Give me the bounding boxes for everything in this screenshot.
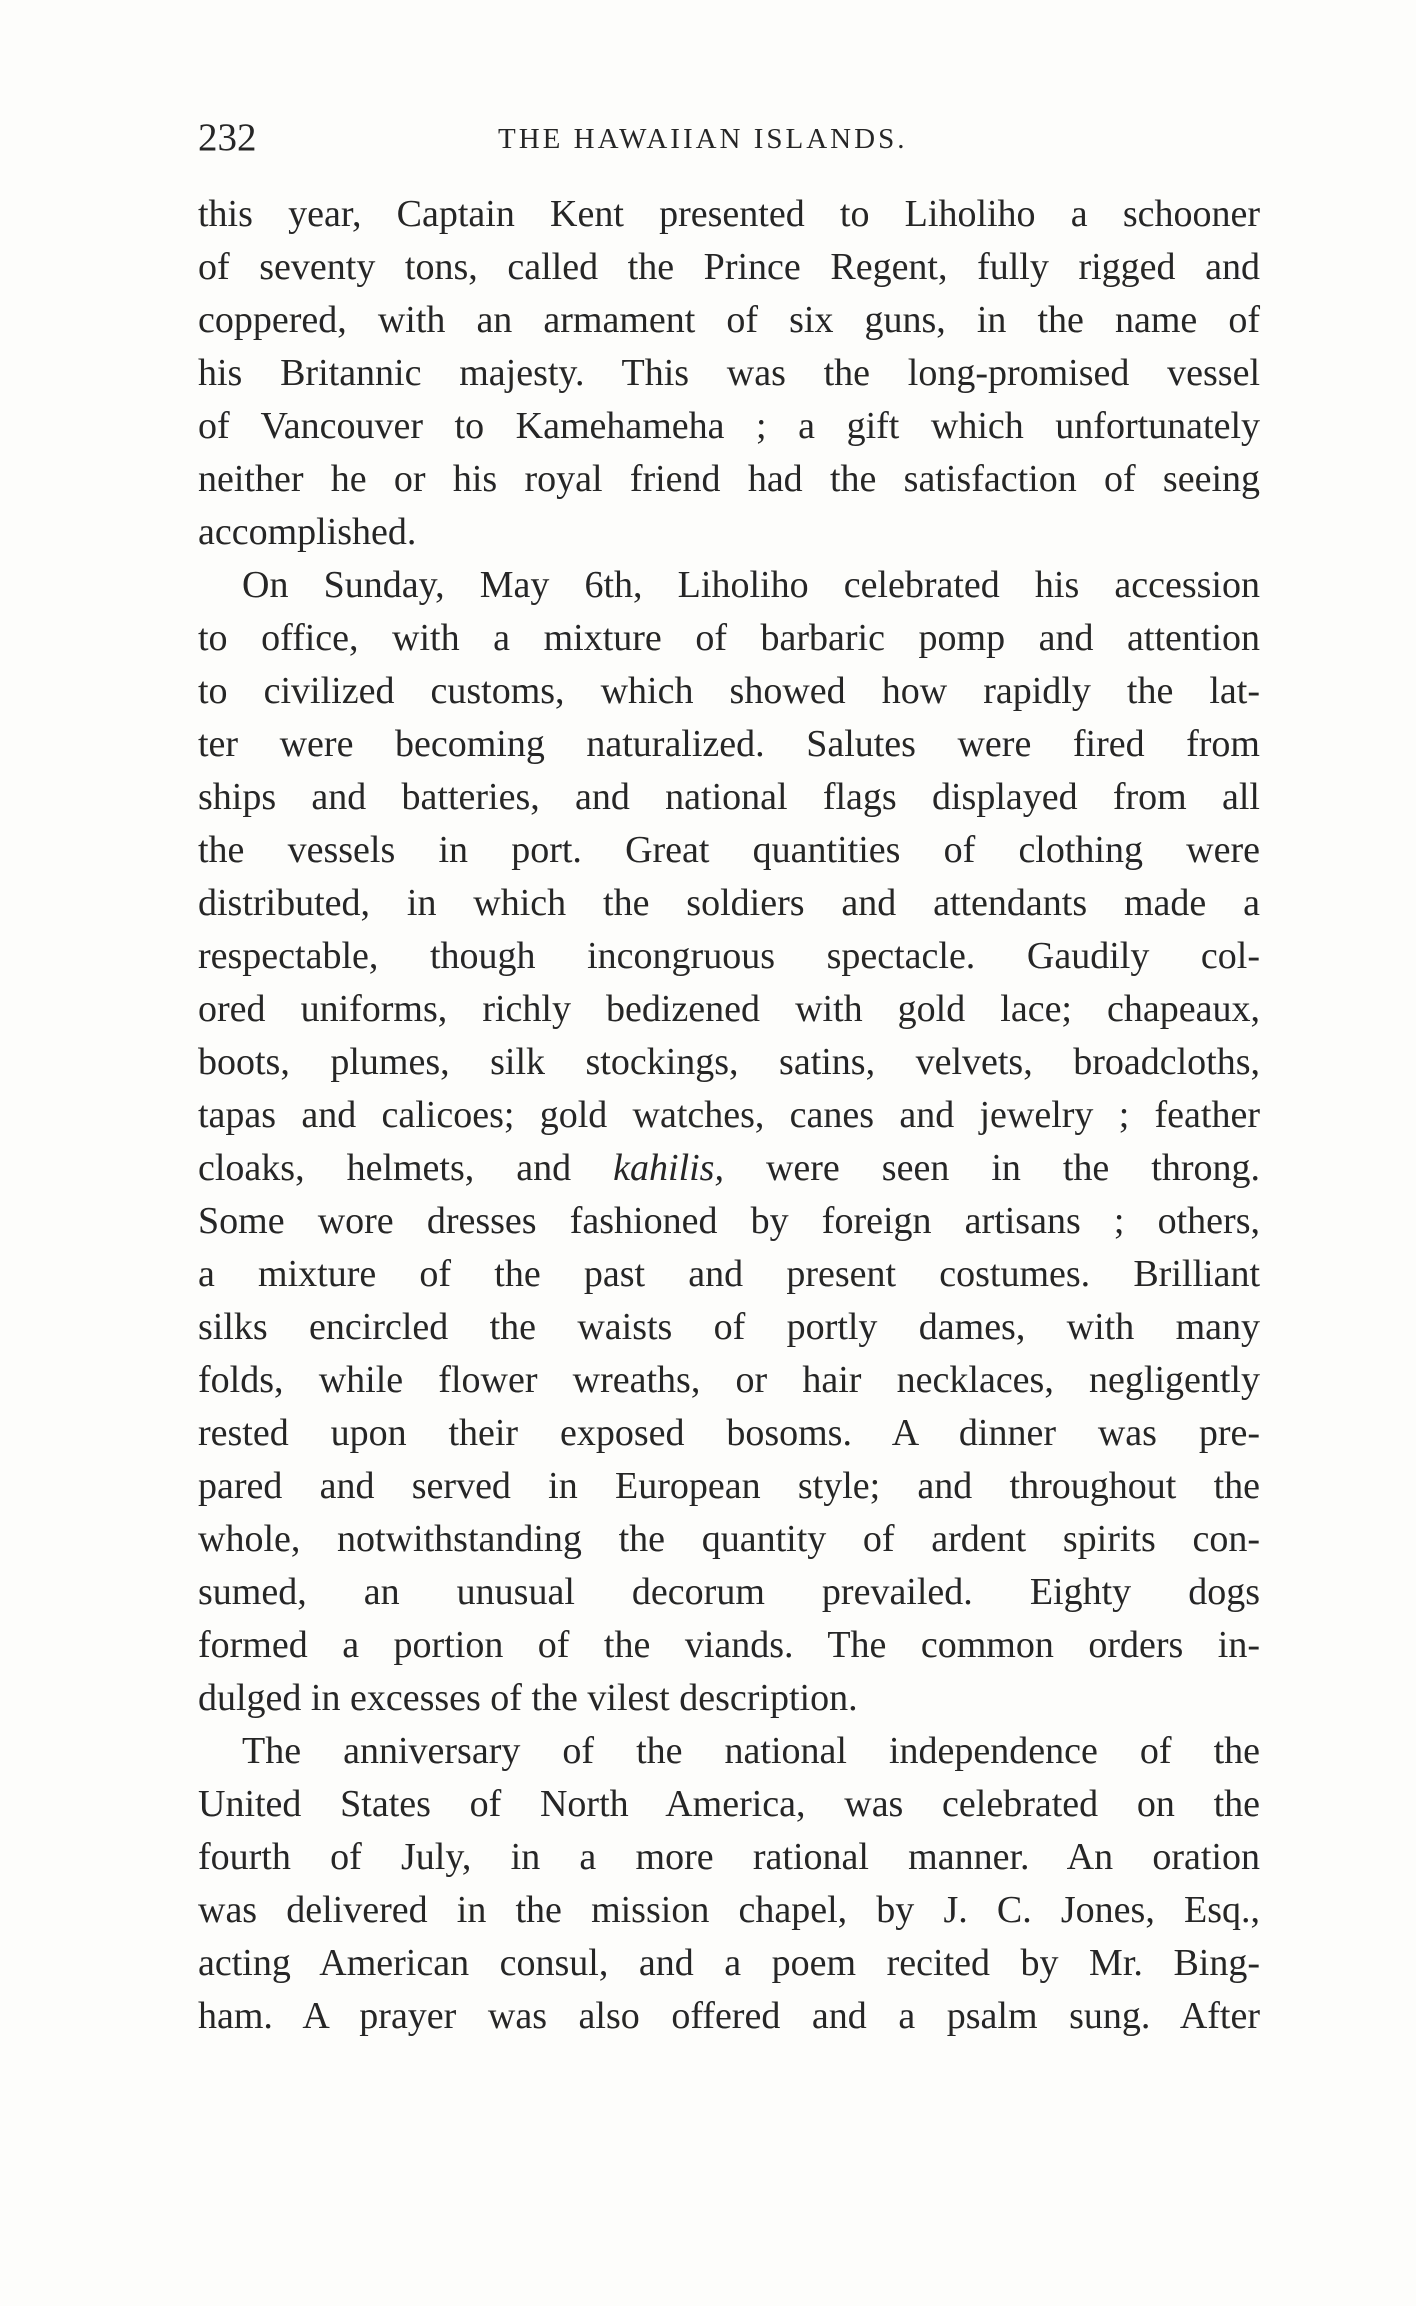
text-line: the vessels in port. Great quantities of clothing were bbox=[198, 829, 1260, 871]
text-line: of Vancouver to Kamehameha ; a gift which unfortunately bbox=[198, 405, 1260, 447]
text-line: neither he or his royal friend had the satisfaction of seeing bbox=[198, 458, 1260, 500]
text-line: pared and served in European style; and throughout the bbox=[198, 1465, 1260, 1507]
text-line: of seventy tons, called the Prince Regent, fully rigged and bbox=[198, 246, 1260, 288]
text-line: Some wore dresses fashioned by foreign artisans ; others, bbox=[198, 1200, 1260, 1242]
page-number: 232 bbox=[198, 116, 257, 159]
text-line: On Sunday, May 6th, Liholiho celebrated his accession bbox=[242, 564, 1260, 606]
text-line: distributed, in which the soldiers and attendants made a bbox=[198, 882, 1260, 924]
text-line: tapas and calicoes; gold watches, canes and jewelry ; feather bbox=[198, 1094, 1260, 1136]
text-line: fourth of July, in a more rational manner. An oration bbox=[198, 1836, 1260, 1878]
text-line: this year, Captain Kent presented to Liholiho a schooner bbox=[198, 193, 1260, 235]
text-line: accomplished. bbox=[198, 511, 417, 553]
text-line: silks encircled the waists of portly dames, with many bbox=[198, 1306, 1260, 1348]
text-line: to office, with a mixture of barbaric pomp and attention bbox=[198, 617, 1260, 659]
running-title: THE HAWAIIAN ISLANDS. bbox=[498, 123, 908, 155]
text-line: ships and batteries, and national flags displayed from all bbox=[198, 776, 1260, 818]
line-after-italic: were seen in the throng. bbox=[723, 1147, 1261, 1189]
text-line: ter were becoming naturalized. Salutes were fired from bbox=[198, 723, 1260, 765]
text-line: to civilized customs, which showed how rapidly the lat- bbox=[198, 670, 1260, 712]
text-line: was delivered in the mission chapel, by J. C. Jones, Esq., bbox=[198, 1889, 1260, 1931]
text-line: folds, while flower wreaths, or hair necklaces, negligently bbox=[198, 1359, 1260, 1401]
text-line: respectable, though incongruous spectacle. Gaudily col- bbox=[198, 935, 1260, 977]
text-line: rested upon their exposed bosoms. A dinner was pre- bbox=[198, 1412, 1260, 1454]
text-line: United States of North America, was celebrated on the bbox=[198, 1783, 1260, 1825]
text-line: The anniversary of the national independence of the bbox=[242, 1730, 1260, 1772]
text-line: a mixture of the past and present costumes. Brilliant bbox=[198, 1253, 1260, 1295]
text-line: his Britannic majesty. This was the long-promised vessel bbox=[198, 352, 1260, 394]
text-line: coppered, with an armament of six guns, in the name of bbox=[198, 299, 1260, 341]
italic-word: kahilis, bbox=[613, 1147, 724, 1189]
body-text bbox=[198, 188, 1260, 2043]
line-before-italic: cloaks, helmets, and bbox=[198, 1147, 614, 1189]
text-line: ored uniforms, richly bedizened with gold lace; chapeaux, bbox=[198, 988, 1260, 1030]
text-line: sumed, an unusual decorum prevailed. Eighty dogs bbox=[198, 1571, 1260, 1613]
text-line: acting American consul, and a poem recited by Mr. Bing- bbox=[198, 1942, 1260, 1984]
text-line: ham. A prayer was also offered and a psalm sung. After bbox=[198, 1995, 1260, 2037]
running-head bbox=[198, 108, 1260, 168]
text-line: formed a portion of the viands. The common orders in- bbox=[198, 1624, 1260, 1666]
text-line: dulged in excesses of the vilest description. bbox=[198, 1677, 858, 1719]
text-line-with-italic bbox=[198, 1142, 1260, 1195]
text-line: whole, notwithstanding the quantity of ardent spirits con- bbox=[198, 1518, 1260, 1560]
text-line: boots, plumes, silk stockings, satins, velvets, broadcloths, bbox=[198, 1041, 1260, 1083]
